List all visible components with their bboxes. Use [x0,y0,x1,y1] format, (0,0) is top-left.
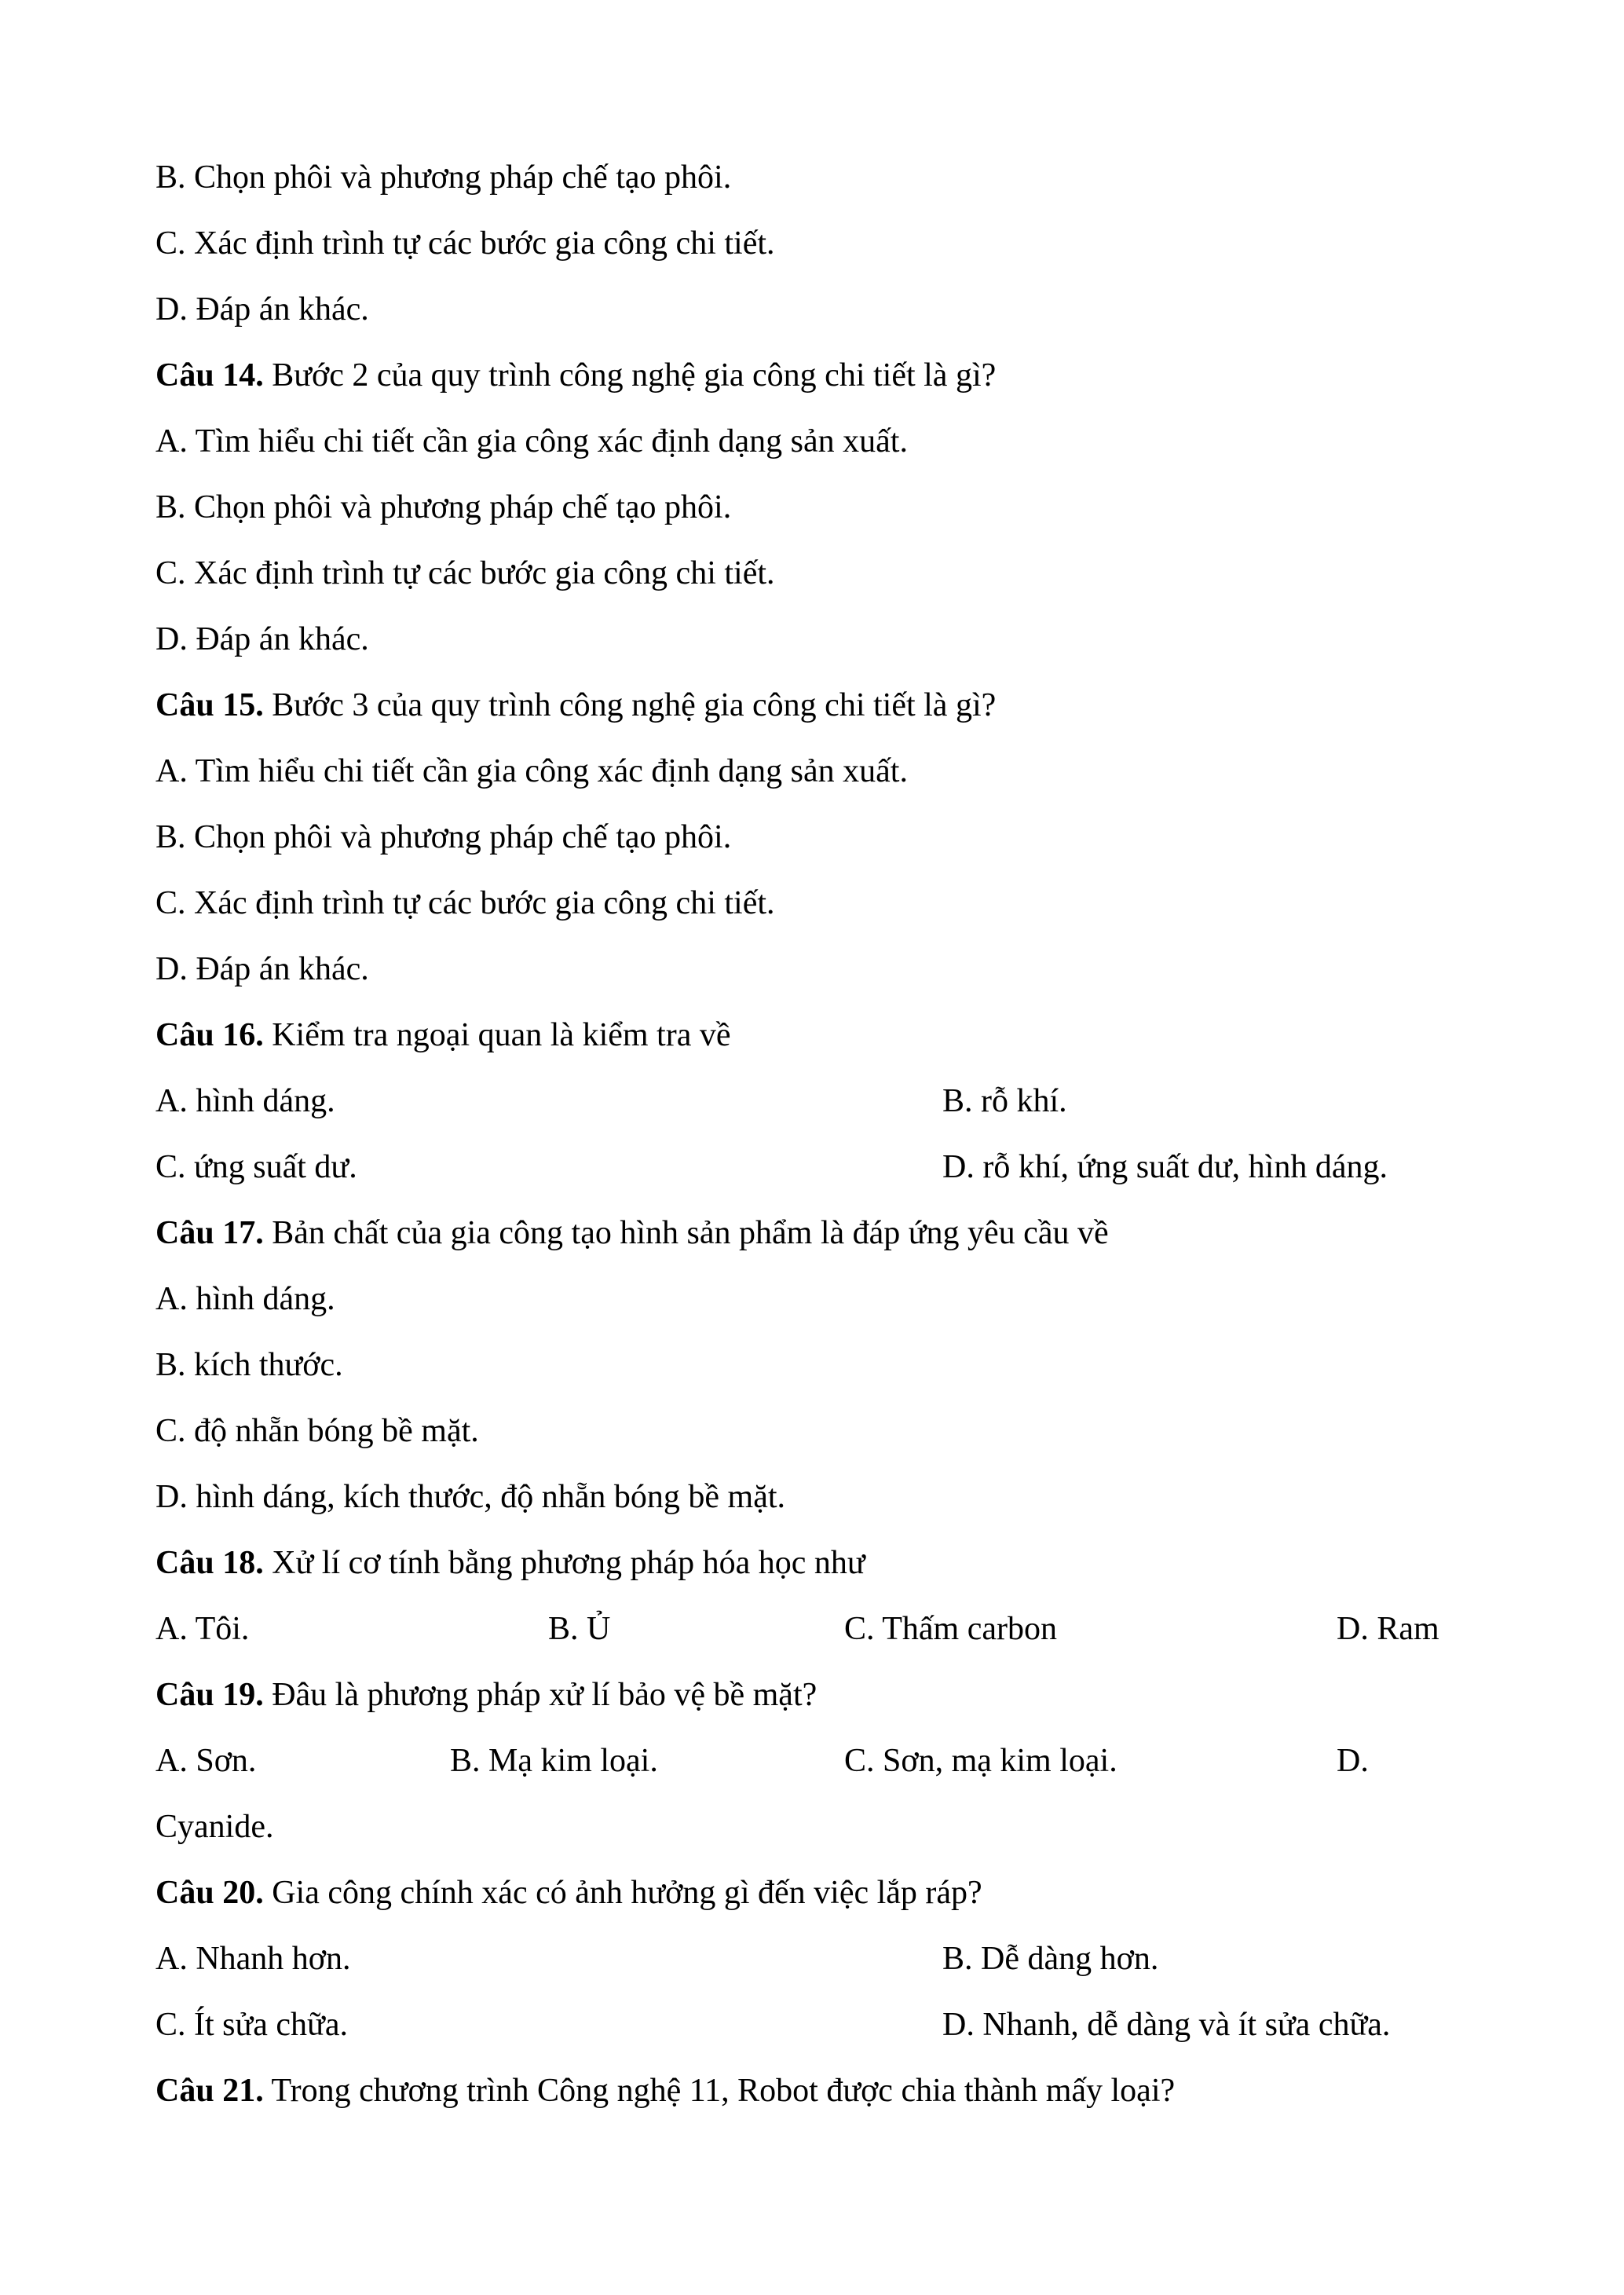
question-number: Câu 17. [155,1215,264,1251]
option-a-q16: A. hình dáng. [155,1083,335,1119]
option-d-q17: D. hình dáng, kích thước, độ nhẵn bóng bề mặt. [155,1479,785,1515]
option-c-q15: C. Xác định trình tự các bước gia công chi tiết. [155,885,775,921]
option-c-q20: C. Ít sửa chữa. [155,2007,348,2043]
question-14 [155,352,1490,399]
option-b-q16: B. rỗ khí. [942,1083,1067,1119]
question-16 [155,1012,1490,1059]
option-c-q13: C. Xác định trình tự các bước gia công chi tiết. [155,225,775,262]
option-d-q15: D. Đáp án khác. [155,951,369,987]
question-text: Đâu là phương pháp xử lí bảo vệ bề mặt? [263,1677,817,1713]
question-number: Câu 18. [155,1545,264,1581]
option-a-q20: A. Nhanh hơn. [155,1941,351,1977]
option-d-q18: D. Ram [1337,1611,1439,1647]
option-a-q17: A. hình dáng. [155,1281,335,1317]
question-number: Câu 14. [155,357,264,393]
option-c-q18: C. Thấm carbon [844,1611,1057,1647]
question-number: Câu 21. [155,2073,264,2109]
question-17 [155,1210,1490,1257]
question-number: Câu 16. [155,1017,264,1053]
option-a-q18: A. Tôi. [155,1611,250,1647]
question-text: Xử lí cơ tính bằng phương pháp hóa học như [263,1545,865,1581]
option-b-q14: B. Chọn phôi và phương pháp chế tạo phôi. [155,489,732,525]
option-d-q19-continued: Cyanide. [155,1809,274,1845]
option-b-q13: B. Chọn phôi và phương pháp chế tạo phôi. [155,159,732,196]
question-number: Câu 19. [155,1677,264,1713]
option-c-q17: C. độ nhẵn bóng bề mặt. [155,1413,479,1449]
option-d-q19: D. [1337,1743,1369,1779]
option-b-q20: B. Dễ dàng hơn. [942,1941,1159,1977]
option-b-q19: B. Mạ kim loại. [450,1743,658,1779]
question-21 [155,2067,1490,2114]
question-18 [155,1539,1490,1587]
question-text: Trong chương trình Công nghệ 11, Robot được chia thành mấy loại? [263,2073,1176,2109]
question-number: Câu 20. [155,1875,264,1911]
option-b-q18: B. Ủ [548,1611,611,1647]
question-text: Gia công chính xác có ảnh hưởng gì đến việc lắp ráp? [263,1875,982,1911]
option-b-q15: B. Chọn phôi và phương pháp chế tạo phôi. [155,819,732,855]
option-a-q14: A. Tìm hiểu chi tiết cần gia công xác định dạng sản xuất. [155,423,908,459]
option-c-q14: C. Xác định trình tự các bước gia công chi tiết. [155,555,775,591]
question-text: Bước 3 của quy trình công nghệ gia công chi tiết là gì? [263,687,997,723]
question-text: Bản chất của gia công tạo hình sản phẩm là đáp ứng yêu cầu về [263,1215,1109,1251]
option-c-q16: C. ứng suất dư. [155,1149,357,1185]
option-d-q16: D. rỗ khí, ứng suất dư, hình dáng. [942,1149,1388,1185]
option-d-q13: D. Đáp án khác. [155,291,369,328]
question-20 [155,1869,1490,1916]
question-number: Câu 15. [155,687,264,723]
option-d-q20: D. Nhanh, dễ dàng và ít sửa chữa. [942,2007,1391,2043]
question-19 [155,1671,1490,1719]
question-15 [155,682,1490,729]
question-text: Bước 2 của quy trình công nghệ gia công chi tiết là gì? [263,357,997,393]
option-a-q19: A. Sơn. [155,1743,257,1779]
option-a-q15: A. Tìm hiểu chi tiết cần gia công xác định dạng sản xuất. [155,753,908,789]
option-c-q19: C. Sơn, mạ kim loại. [844,1743,1117,1779]
option-b-q17: B. kích thước. [155,1347,343,1383]
option-d-q14: D. Đáp án khác. [155,621,369,657]
question-text: Kiểm tra ngoại quan là kiểm tra về [263,1017,731,1053]
